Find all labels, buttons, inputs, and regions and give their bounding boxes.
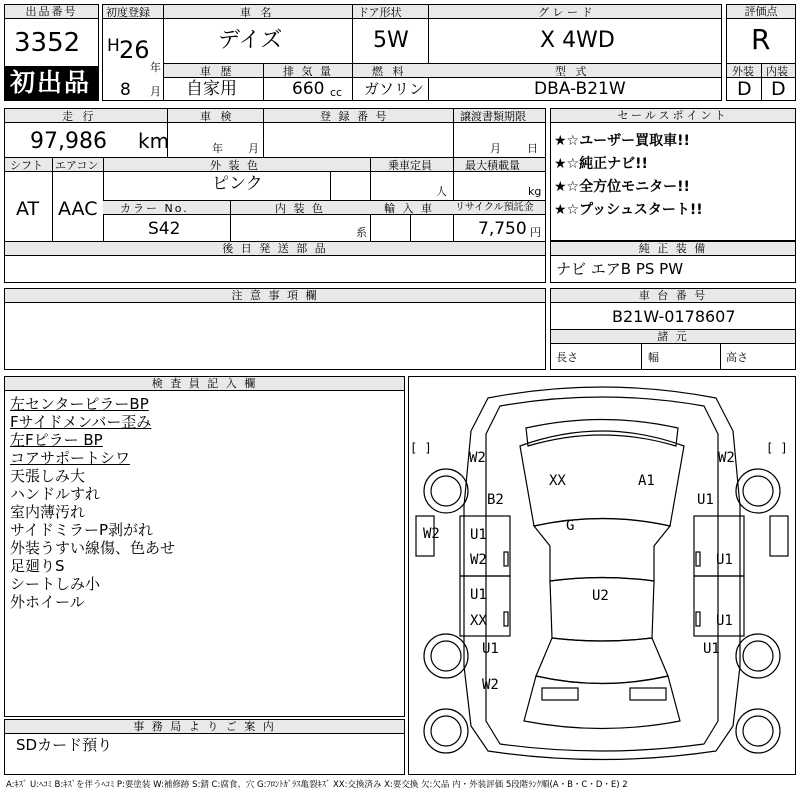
shift-label: シフト [10,159,43,172]
history-label: 車 歴 [200,65,235,78]
code-xx-hood: XX [549,473,566,489]
code-xx-left-4: XX [470,613,487,629]
inspector-remark: サイドミラーP剥がれ [10,521,153,539]
inspector-remark: コアサポートシワ [10,449,131,467]
inspector-remark: シートしみ小 [10,575,101,593]
interior-color-unit: 系 [356,226,367,239]
bracket-right: [ ] [766,441,788,455]
notes-label: 注 意 事 項 欄 [5,289,545,303]
exterior-label: 外装 [732,65,754,78]
inspector-remarks [10,395,175,611]
mileage-unit: km [138,129,170,153]
displacement-unit: cc [330,86,343,99]
inspector-remark: 足廻りS [10,557,65,575]
sales-point: ★☆プッシュスタート!! [554,202,703,218]
shift: AT [16,198,40,220]
equipment-value: ナビ エアB PS PW [556,260,684,278]
transfer-day-unit: 日 [527,142,538,155]
sales-point: ★☆全方位モニター!! [554,179,690,195]
code-u1-left-3: U1 [470,587,487,603]
color-label: 外 装 色 [210,159,260,172]
recycle-label: リサイクル預託金 [455,202,534,213]
recycle: 7,750 [478,219,527,239]
ac-label: エアコン [55,159,99,172]
inspector-remark: 左Fピラー BP [10,431,103,449]
lot-number: 3352 [14,28,81,58]
carname: デイズ [218,28,283,53]
score-label: 評価点 [727,5,795,19]
lot-label: 出品番号 [5,5,98,19]
transfer-month-unit: 月 [490,142,501,155]
fuel-label: 燃 料 [372,65,407,78]
plate-label: 登 録 番 号 [320,110,389,123]
reg-label: 初度登録 [106,6,150,19]
inspector-remark: 外ホイール [10,593,85,611]
color-no: S42 [148,219,181,239]
grade: X 4WD [540,28,615,53]
mileage: 97,986 [30,129,107,154]
inspector-label: 検 査 員 記 入 欄 [5,377,404,391]
spec-height: 高さ [726,351,748,364]
import-label: 輸 入 車 [384,202,434,215]
sales-label: セールスポイント [551,109,795,123]
load-unit: kg [528,185,542,198]
month: 8 [120,80,131,100]
door-label: ドア形状 [358,6,402,19]
chassis-label: 車 台 番 号 [551,289,795,303]
inspection-month-unit: 月 [248,142,259,155]
code-u1-rear-right: U1 [703,641,720,657]
interior-grade: D [771,78,786,100]
interior-label: 内装 [766,65,788,78]
year: 26 [119,36,150,64]
inspection-year-unit: 年 [212,142,223,155]
fuel: ガソリン [364,80,425,98]
inspector-remark: 天張しみ大 [10,467,86,485]
code-a1-hood: A1 [638,473,655,489]
code-u1-right-1: U1 [716,552,733,568]
code-u1-left-1: U1 [470,527,487,543]
code-u1-right-2: U1 [716,613,733,629]
load-label: 最大積載量 [465,159,520,172]
color-no-label: カラー No. [120,202,189,215]
code-w2-left: W2 [423,526,440,542]
code-u1-rear-left: U1 [482,641,499,657]
office-label: 事 務 局 よ り ご 案 内 [5,720,404,734]
code-w2-front-left: W2 [469,450,486,466]
spec-label: 諸 元 [551,330,795,344]
code-b2: B2 [487,492,504,508]
ac: AAC [58,198,98,220]
door: 5W [373,28,409,53]
code-u1-front-right: U1 [697,492,714,508]
first-listing-label: 初出品 [10,68,92,97]
mileage-label: 走 行 [62,110,97,123]
recycle-unit: 円 [530,226,541,239]
legend: A:ｷｽﾞ U:ﾍｺﾐ B:ｷｽﾞを伴うﾍｺﾐ P:要塗装 W:補修跡 S:錆 C:腐食、穴 G:ﾌﾛﾝﾄｶﾞﾗｽ亀裂ｷｽﾞ XX:交換済み X:要交換 欠:欠品 内・外装評価 5段階ﾗﾝｸ順(A・B・C・D・E) 2 [6,780,628,790]
month-unit: 月 [150,85,161,98]
car-diagram [408,376,796,775]
score: R [751,23,771,56]
exterior-grade: D [737,78,752,100]
header-labels-2 [164,64,721,78]
spec-width: 幅 [648,351,659,364]
code-w2-rear: W2 [482,677,499,693]
year-unit: 年 [150,61,161,74]
capacity-unit: 人 [436,185,447,198]
sales-point: ★☆ユーザー買取車!! [554,133,690,149]
grade-label: グ レ ー ド [538,6,593,19]
carname-label: 車 名 [240,6,275,19]
inspection-label: 車 検 [200,110,235,123]
inspector-remark: 左センターピラーBP [10,395,149,413]
code-g: G [566,518,575,534]
capacity-label: 乗車定員 [388,159,432,172]
inspector-remark: 外装うすい線傷、色あせ [10,539,176,557]
interior-color-label: 内 装 色 [275,202,325,215]
transfer-label: 譲渡書類期限 [460,110,526,123]
inspector-remark: Fサイドメンバー歪み [10,413,152,431]
sales-point: ★☆純正ナビ!! [554,156,648,172]
era: H [107,36,120,56]
inspector-remark: ハンドルすれ [10,485,101,503]
code-w2-front-right: W2 [718,450,735,466]
chassis-number: B21W-0178607 [612,307,736,326]
header-labels [103,5,721,19]
model-label: 型 式 [555,65,590,78]
code-u2-roof: U2 [592,588,609,604]
code-w2-left-2: W2 [470,552,487,568]
history: 自家用 [186,79,237,99]
color: ピンク [212,174,263,194]
sales-point-list [554,130,703,222]
later-parts-label: 後 日 発 送 部 品 [5,242,545,256]
spec-length: 長さ [556,351,578,364]
equipment-label: 純 正 装 備 [551,242,795,256]
inspector-remark: 室内薄汚れ [10,503,86,521]
bracket-left: [ ] [410,441,432,455]
model: DBA-B21W [534,79,626,99]
displacement: 660 [292,79,325,99]
displacement-label: 排 気 量 [283,65,333,78]
office-note: SDカード預り [16,736,113,754]
